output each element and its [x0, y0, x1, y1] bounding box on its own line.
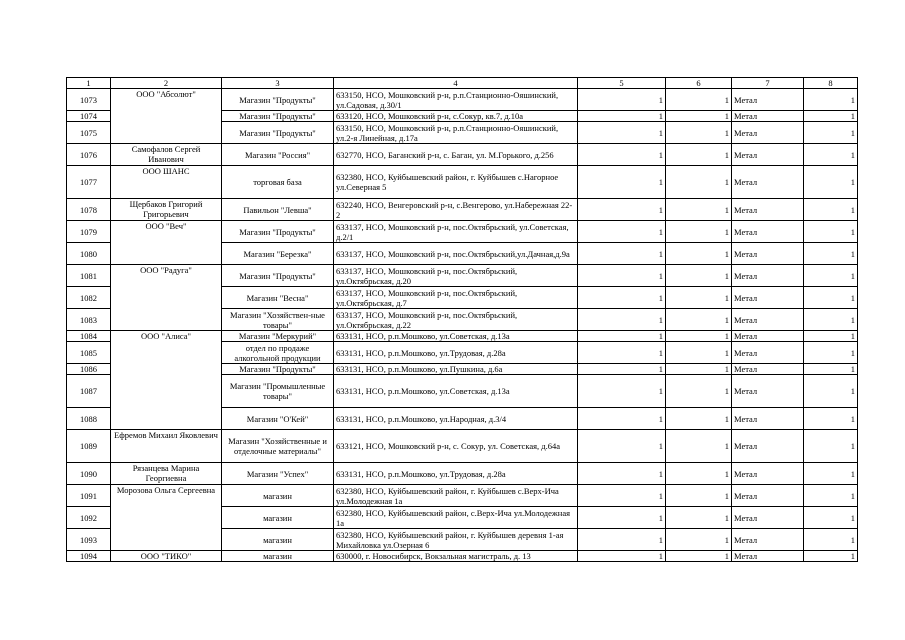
table-row — [67, 221, 858, 243]
row-number-cell: 1082 — [67, 287, 111, 309]
row-number-cell: 1091 — [67, 485, 111, 507]
material-cell: Метал — [732, 221, 804, 243]
address-cell: 632770, НСО, Баганский р-н, с. Баган, ул. М.Горького, д.256 — [334, 144, 578, 166]
material-cell: Метал — [732, 408, 804, 430]
column-8-cell: 1 — [804, 89, 858, 111]
column-6-cell: 1 — [666, 331, 732, 342]
column-5-cell: 1 — [578, 221, 666, 243]
material-cell: Метал — [732, 485, 804, 507]
column-6-cell: 1 — [666, 122, 732, 144]
material-cell: Метал — [732, 364, 804, 375]
row-number-cell: 1084 — [67, 331, 111, 342]
column-6-cell: 1 — [666, 342, 732, 364]
column-5-cell: 1 — [578, 463, 666, 485]
column-5-cell: 1 — [578, 529, 666, 551]
column-5-cell: 1 — [578, 507, 666, 529]
object-cell: Магазин "Россия" — [222, 144, 334, 166]
owner-cell: ООО "Радуга" — [111, 265, 222, 331]
column-6-cell: 1 — [666, 243, 732, 265]
row-number-cell: 1080 — [67, 243, 111, 265]
material-cell: Метал — [732, 287, 804, 309]
row-number-cell: 1088 — [67, 408, 111, 430]
object-cell: Магазин "Продукты" — [222, 221, 334, 243]
column-8-cell: 1 — [804, 331, 858, 342]
address-cell: 633137, НСО, Мошковский р-н, пос.Октябрьский, ул.Октябрьская, д.7 — [334, 287, 578, 309]
object-cell: Магазин "Березка" — [222, 243, 334, 265]
row-number-cell: 1094 — [67, 551, 111, 562]
address-cell: 632380, НСО, Куйбышевский район, г. Куйбышев деревня 1-ая Михайловка ул.Озерная 6 — [334, 529, 578, 551]
object-cell: Магазин "О'Кей" — [222, 408, 334, 430]
address-cell: 633137, НСО, Мошковский р-н, пос.Октябрьский, ул.Советская, д.2/1 — [334, 221, 578, 243]
row-number-cell: 1089 — [67, 430, 111, 463]
column-6-cell: 1 — [666, 287, 732, 309]
material-cell: Метал — [732, 265, 804, 287]
column-6-cell: 1 — [666, 166, 732, 199]
column-8-cell: 1 — [804, 551, 858, 562]
column-5-cell: 1 — [578, 89, 666, 111]
owner-cell: Щербаков Григорий Григорьевич — [111, 199, 222, 221]
material-cell: Метал — [732, 463, 804, 485]
column-8-cell: 1 — [804, 507, 858, 529]
owner-cell: Морозова Ольга Сергеевна — [111, 485, 222, 551]
column-8-cell: 1 — [804, 430, 858, 463]
table-row — [67, 144, 858, 166]
material-cell: Метал — [732, 529, 804, 551]
owner-cell: ООО "Веч" — [111, 221, 222, 265]
column-5-cell: 1 — [578, 364, 666, 375]
object-cell: Магазин "Весна" — [222, 287, 334, 309]
column-6-cell: 1 — [666, 199, 732, 221]
column-5-cell: 1 — [578, 166, 666, 199]
column-5-cell: 1 — [578, 144, 666, 166]
object-cell: Магазин "Продукты" — [222, 122, 334, 144]
column-8-cell: 1 — [804, 309, 858, 331]
material-cell: Метал — [732, 144, 804, 166]
material-cell: Метал — [732, 342, 804, 364]
table-row — [67, 89, 858, 111]
column-8-cell: 1 — [804, 485, 858, 507]
address-cell: 633131, НСО, р.п.Мошково, ул.Пушкина, д.6а — [334, 364, 578, 375]
registry-table — [66, 77, 858, 562]
address-cell: 632240, НСО, Венгеровский р-н, с.Венгерово, ул.Набережная 22-2 — [334, 199, 578, 221]
object-cell: Магазин "Продукты" — [222, 265, 334, 287]
row-number-cell: 1075 — [67, 122, 111, 144]
row-number-cell: 1083 — [67, 309, 111, 331]
row-number-cell: 1092 — [67, 507, 111, 529]
column-6-cell: 1 — [666, 430, 732, 463]
address-cell: 633137, НСО, Мошковский р-н, пос.Октябрьский, ул.Октябрьская, д.22 — [334, 309, 578, 331]
address-cell: 633131, НСО, р.п.Мошково, ул.Трудовая, д.28а — [334, 463, 578, 485]
material-cell: Метал — [732, 331, 804, 342]
row-number-cell: 1086 — [67, 364, 111, 375]
object-cell: Магазин "Успех" — [222, 463, 334, 485]
owner-cell: Самофалов Сергей Иванович — [111, 144, 222, 166]
address-cell: 633120, НСО, Мошковский р-н, с.Сокур, кв.7, д.10а — [334, 111, 578, 122]
object-cell: отдел по продаже алкогольной продукции — [222, 342, 334, 364]
column-8-cell: 1 — [804, 144, 858, 166]
column-8-cell: 1 — [804, 408, 858, 430]
column-8-cell: 1 — [804, 364, 858, 375]
column-5-cell: 1 — [578, 199, 666, 221]
column-6-cell: 1 — [666, 111, 732, 122]
address-cell: 633137, НСО, Мошковский р-н, пос.Октябрьский,ул.Дачная,д.9а — [334, 243, 578, 265]
material-cell: Метал — [732, 199, 804, 221]
material-cell: Метал — [732, 309, 804, 331]
column-6-cell: 1 — [666, 89, 732, 111]
column-8-cell: 1 — [804, 122, 858, 144]
column-8-cell: 1 — [804, 166, 858, 199]
owner-cell: ООО "ТИКО" — [111, 551, 222, 562]
column-8-cell: 1 — [804, 342, 858, 364]
column-8-cell: 1 — [804, 265, 858, 287]
material-cell: Метал — [732, 122, 804, 144]
object-cell: Магазин "Меркурий" — [222, 331, 334, 342]
column-5-cell: 1 — [578, 430, 666, 463]
object-cell: магазин — [222, 529, 334, 551]
material-cell: Метал — [732, 89, 804, 111]
column-number-header-row — [67, 78, 858, 89]
column-6-cell: 1 — [666, 485, 732, 507]
column-6-cell: 1 — [666, 408, 732, 430]
column-number: 4 — [334, 78, 578, 89]
row-number-cell: 1085 — [67, 342, 111, 364]
table-row — [67, 485, 858, 507]
column-5-cell: 1 — [578, 551, 666, 562]
column-6-cell: 1 — [666, 529, 732, 551]
column-8-cell: 1 — [804, 199, 858, 221]
object-cell: Магазин "Хозяйствен-ные товары" — [222, 309, 334, 331]
address-cell: 632380, НСО, Куйбышевский район, г. Куйбышев с.Нагорное ул.Северная 5 — [334, 166, 578, 199]
owner-cell: ООО "Абсолют" — [111, 89, 222, 144]
column-5-cell: 1 — [578, 408, 666, 430]
table-row — [67, 199, 858, 221]
row-number-cell: 1087 — [67, 375, 111, 408]
column-number: 1 — [67, 78, 111, 89]
column-8-cell: 1 — [804, 221, 858, 243]
column-6-cell: 1 — [666, 144, 732, 166]
object-cell: Магазин "Промышленные товары" — [222, 375, 334, 408]
column-5-cell: 1 — [578, 375, 666, 408]
column-8-cell: 1 — [804, 243, 858, 265]
table-row — [67, 463, 858, 485]
row-number-cell: 1076 — [67, 144, 111, 166]
address-cell: 633150, НСО, Мошковский р-н, р.п.Станционно-Ояшинский, ул.Садовая, д.30/1 — [334, 89, 578, 111]
object-cell: Павильон "Левша" — [222, 199, 334, 221]
address-cell: 633121, НСО, Мошковский р-н, с. Сокур, ул. Советская, д.64а — [334, 430, 578, 463]
material-cell: Метал — [732, 243, 804, 265]
material-cell: Метал — [732, 551, 804, 562]
owner-cell: Ефремов Михаил Яковлевич — [111, 430, 222, 463]
row-number-cell: 1090 — [67, 463, 111, 485]
column-number: 7 — [732, 78, 804, 89]
column-6-cell: 1 — [666, 221, 732, 243]
column-5-cell: 1 — [578, 309, 666, 331]
column-6-cell: 1 — [666, 507, 732, 529]
column-5-cell: 1 — [578, 122, 666, 144]
material-cell: Метал — [732, 430, 804, 463]
address-cell: 632380, НСО, Куйбышевский район, с.Верх-Ича ул.Молодежная 1а — [334, 507, 578, 529]
column-6-cell: 1 — [666, 364, 732, 375]
material-cell: Метал — [732, 375, 804, 408]
owner-cell: ООО ШАНС — [111, 166, 222, 199]
address-cell: 633150, НСО, Мошковский р-н, р.п.Станционно-Ояшинский, ул.2-я Линейная, д.17а — [334, 122, 578, 144]
column-6-cell: 1 — [666, 309, 732, 331]
table-row — [67, 265, 858, 287]
row-number-cell: 1081 — [67, 265, 111, 287]
material-cell: Метал — [732, 507, 804, 529]
column-number: 2 — [111, 78, 222, 89]
table-row — [67, 166, 858, 199]
column-5-cell: 1 — [578, 111, 666, 122]
column-6-cell: 1 — [666, 463, 732, 485]
address-cell: 633131, НСО, р.п.Мошково, ул.Трудовая, д.28а — [334, 342, 578, 364]
row-number-cell: 1077 — [67, 166, 111, 199]
column-5-cell: 1 — [578, 331, 666, 342]
object-cell: Магазин "Продукты" — [222, 111, 334, 122]
column-5-cell: 1 — [578, 485, 666, 507]
column-8-cell: 1 — [804, 375, 858, 408]
row-number-cell: 1074 — [67, 111, 111, 122]
table-row — [67, 331, 858, 342]
column-number: 5 — [578, 78, 666, 89]
object-cell: торговая база — [222, 166, 334, 199]
column-6-cell: 1 — [666, 265, 732, 287]
object-cell: Магазин "Продукты" — [222, 364, 334, 375]
column-8-cell: 1 — [804, 111, 858, 122]
column-6-cell: 1 — [666, 551, 732, 562]
address-cell: 632380, НСО, Куйбышевский район, г. Куйбышев с.Верх-Ича ул.Молодежная 1а — [334, 485, 578, 507]
column-5-cell: 1 — [578, 287, 666, 309]
address-cell: 633131, НСО, р.п.Мошково, ул.Советская, д.13а — [334, 375, 578, 408]
address-cell: 633131, НСО, р.п.Мошково, ул.Советская, д.13а — [334, 331, 578, 342]
column-number: 6 — [666, 78, 732, 89]
owner-cell: ООО "Алиса" — [111, 331, 222, 430]
column-number: 8 — [804, 78, 858, 89]
column-8-cell: 1 — [804, 463, 858, 485]
object-cell: магазин — [222, 507, 334, 529]
material-cell: Метал — [732, 166, 804, 199]
table-row — [67, 430, 858, 463]
row-number-cell: 1078 — [67, 199, 111, 221]
column-6-cell: 1 — [666, 375, 732, 408]
column-5-cell: 1 — [578, 243, 666, 265]
material-cell: Метал — [732, 111, 804, 122]
address-cell: 633137, НСО, Мошковский р-н, пос.Октябрьский, ул.Октябрьская, д.20 — [334, 265, 578, 287]
row-number-cell: 1079 — [67, 221, 111, 243]
address-cell: 633131, НСО, р.п.Мошково, ул.Народная, д.3/4 — [334, 408, 578, 430]
object-cell: магазин — [222, 485, 334, 507]
table-row — [67, 551, 858, 562]
owner-cell: Рязанцева Марина Георгиевна — [111, 463, 222, 485]
address-cell: 630000, г. Новосибирск, Вокзальная магистраль, д. 13 — [334, 551, 578, 562]
object-cell: Магазин "Продукты" — [222, 89, 334, 111]
column-number: 3 — [222, 78, 334, 89]
column-8-cell: 1 — [804, 529, 858, 551]
object-cell: магазин — [222, 551, 334, 562]
column-5-cell: 1 — [578, 265, 666, 287]
column-8-cell: 1 — [804, 287, 858, 309]
column-5-cell: 1 — [578, 342, 666, 364]
object-cell: Магазин "Хозяйственные и отделочные материалы" — [222, 430, 334, 463]
row-number-cell: 1093 — [67, 529, 111, 551]
row-number-cell: 1073 — [67, 89, 111, 111]
